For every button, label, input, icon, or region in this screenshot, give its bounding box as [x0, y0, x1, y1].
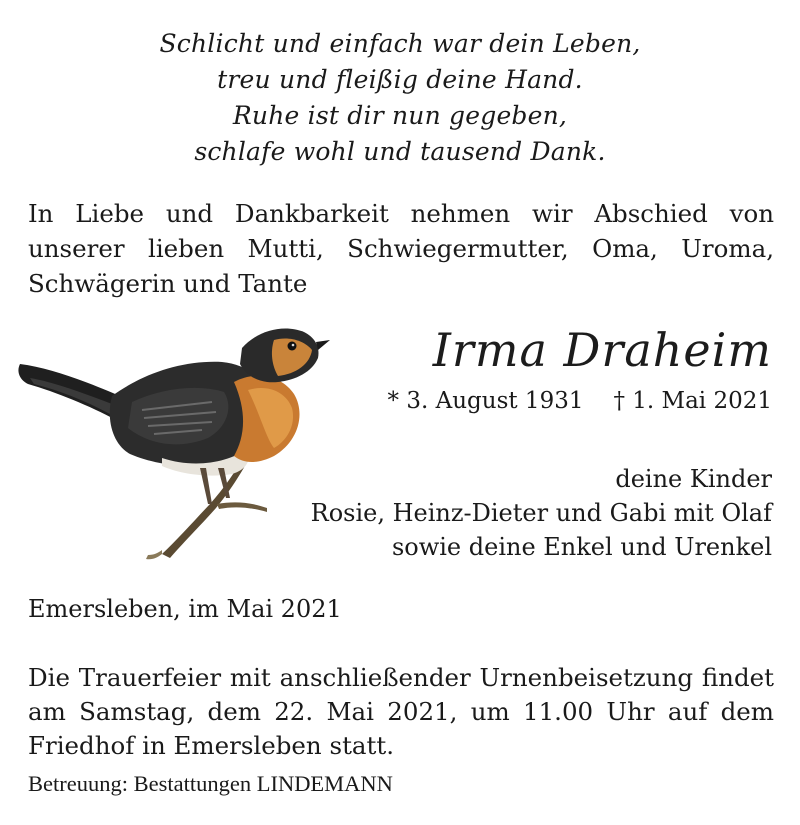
- funeral-home: Betreuung: Bestattungen LINDEMANN: [28, 771, 393, 796]
- birth-date: * 3. August 1931: [387, 388, 584, 414]
- death-date: † 1. Mai 2021: [613, 388, 772, 414]
- mourners-line: deine Kinder: [615, 465, 772, 493]
- mourners-line: sowie deine Enkel und Urenkel: [391, 533, 772, 561]
- poem-line: schlafe wohl und tausend Dank.: [194, 137, 606, 166]
- mourners-line: Rosie, Heinz-Dieter und Gabi mit Olaf: [310, 499, 772, 527]
- ceremony-info: Die Trauerfeier mit anschließender Urnenbeisetzung findet am Samstag, dem 22. Mai 2021, um 11.00 Uhr auf dem Friedhof in Emersleben statt.: [28, 663, 774, 760]
- life-dates: [388, 385, 772, 417]
- robin-bird-icon: [12, 318, 330, 566]
- deceased-name: Irma Draheim: [432, 323, 772, 377]
- mourners-list: [311, 462, 772, 564]
- place-and-date: Emersleben, im Mai 2021: [28, 595, 342, 623]
- farewell-text: In Liebe und Dankbarkeit nehmen wir Abschied von unserer lieben Mutti, Schwiegermutter, Oma, Uroma, Schwägerin und Tante: [28, 199, 774, 298]
- poem-line: Schlicht und einfach war dein Leben,: [159, 29, 641, 58]
- poem-line: treu und fleißig deine Hand.: [217, 65, 583, 94]
- poem-line: Ruhe ist dir nun gegeben,: [232, 101, 568, 130]
- memorial-poem: [0, 26, 800, 170]
